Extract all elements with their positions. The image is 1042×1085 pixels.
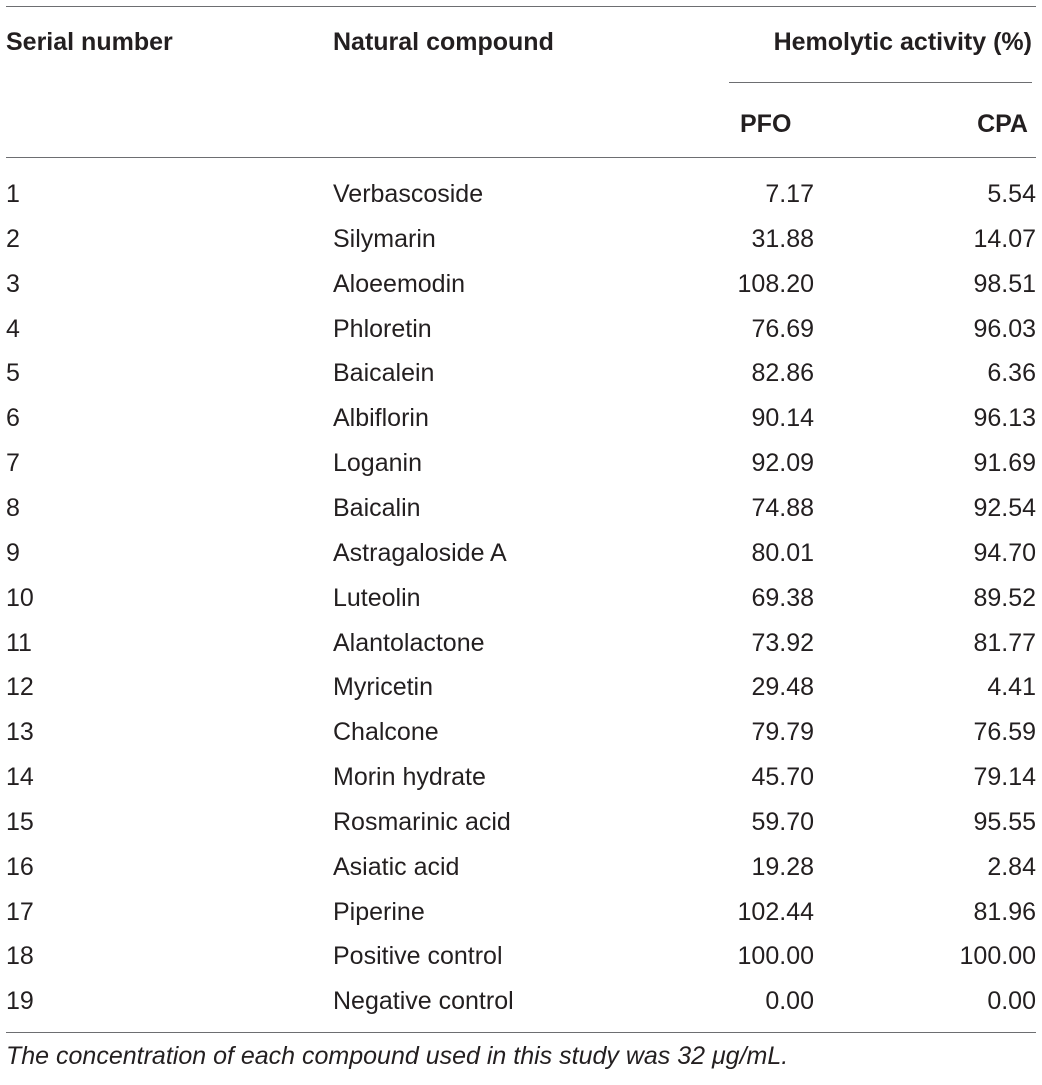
row-serial-number: 10 xyxy=(6,583,34,612)
row-cpa-value: 96.03 xyxy=(973,314,1036,343)
row-serial-number: 11 xyxy=(6,628,32,657)
row-pfo-value: 19.28 xyxy=(751,852,814,881)
row-compound-name: Baicalein xyxy=(333,359,435,388)
table-footnote: The concentration of each compound used in this study was 32 μg/mL. xyxy=(6,1042,789,1070)
header-pfo: PFO xyxy=(740,110,792,138)
row-pfo-value: 90.14 xyxy=(751,404,814,433)
row-cpa-value: 14.07 xyxy=(973,224,1036,253)
header-serial-number: Serial number xyxy=(6,28,173,56)
row-compound-name: Piperine xyxy=(333,897,425,926)
row-serial-number: 8 xyxy=(6,493,20,522)
row-serial-number: 15 xyxy=(6,807,34,836)
row-compound-name: Albiflorin xyxy=(333,404,429,433)
row-compound-name: Loganin xyxy=(333,449,422,478)
row-compound-name: Astragaloside A xyxy=(333,538,507,567)
row-serial-number: 9 xyxy=(6,538,20,567)
row-cpa-value: 4.41 xyxy=(987,673,1036,702)
row-pfo-value: 76.69 xyxy=(751,314,814,343)
row-serial-number: 18 xyxy=(6,942,34,971)
row-serial-number: 3 xyxy=(6,269,20,298)
row-cpa-value: 81.96 xyxy=(973,897,1036,926)
row-compound-name: Verbascoside xyxy=(333,180,484,208)
row-cpa-value: 100.00 xyxy=(959,942,1036,971)
header-hemolytic-activity: Hemolytic activity (%) xyxy=(773,28,1032,56)
row-cpa-value: 96.13 xyxy=(973,404,1036,433)
row-serial-number: 7 xyxy=(6,449,20,478)
row-cpa-value: 81.77 xyxy=(973,628,1036,657)
row-cpa-value: 98.51 xyxy=(973,269,1036,298)
row-cpa-value: 92.54 xyxy=(973,493,1036,522)
row-cpa-value: 94.70 xyxy=(973,538,1036,567)
row-pfo-value: 7.17 xyxy=(765,180,814,208)
row-serial-number: 14 xyxy=(6,763,34,792)
row-serial-number: 5 xyxy=(6,359,20,388)
row-cpa-value: 79.14 xyxy=(973,763,1036,792)
row-serial-number: 13 xyxy=(6,718,34,747)
table-top-rule xyxy=(6,6,1036,7)
row-serial-number: 2 xyxy=(6,224,20,253)
row-pfo-value: 100.00 xyxy=(737,942,814,971)
row-pfo-value: 74.88 xyxy=(751,493,814,522)
row-compound-name: Silymarin xyxy=(333,224,436,253)
row-cpa-value: 0.00 xyxy=(987,987,1036,1016)
row-pfo-value: 29.48 xyxy=(751,673,814,702)
row-pfo-value: 82.86 xyxy=(751,359,814,388)
row-serial-number: 17 xyxy=(6,897,34,926)
row-serial-number: 16 xyxy=(6,852,34,881)
header-group-rule xyxy=(729,82,1032,83)
row-pfo-value: 80.01 xyxy=(751,538,814,567)
row-serial-number: 1 xyxy=(6,180,20,208)
row-cpa-value: 89.52 xyxy=(973,583,1036,612)
row-pfo-value: 108.20 xyxy=(737,269,814,298)
row-compound-name: Myricetin xyxy=(333,673,434,702)
row-cpa-value: 95.55 xyxy=(973,807,1036,836)
row-pfo-value: 59.70 xyxy=(751,807,814,836)
row-pfo-value: 102.44 xyxy=(737,897,814,926)
row-compound-name: Luteolin xyxy=(333,583,421,612)
row-cpa-value: 6.36 xyxy=(987,359,1036,388)
header-natural-compound: Natural compound xyxy=(333,28,554,56)
row-cpa-value: 5.54 xyxy=(987,180,1036,208)
row-compound-name: Chalcone xyxy=(333,718,439,747)
row-pfo-value: 69.38 xyxy=(751,583,814,612)
row-compound-name: Baicalin xyxy=(333,493,421,522)
header-cpa: CPA xyxy=(977,110,1028,138)
row-compound-name: Aloeemodin xyxy=(333,269,466,298)
row-compound-name: Morin hydrate xyxy=(333,763,486,792)
row-compound-name: Rosmarinic acid xyxy=(333,807,511,836)
row-pfo-value: 92.09 xyxy=(751,449,814,478)
row-pfo-value: 45.70 xyxy=(751,763,814,792)
row-pfo-value: 79.79 xyxy=(751,718,814,747)
row-serial-number: 4 xyxy=(6,314,20,343)
row-cpa-value: 76.59 xyxy=(973,718,1036,747)
row-serial-number: 6 xyxy=(6,404,20,433)
table-bottom-rule xyxy=(6,1032,1036,1033)
row-compound-name: Alantolactone xyxy=(333,628,485,657)
row-compound-name: Positive control xyxy=(333,942,503,971)
row-serial-number: 12 xyxy=(6,673,34,702)
row-cpa-value: 2.84 xyxy=(987,852,1036,881)
row-pfo-value: 73.92 xyxy=(751,628,814,657)
row-serial-number: 19 xyxy=(6,987,34,1016)
row-pfo-value: 0.00 xyxy=(765,987,814,1016)
row-cpa-value: 91.69 xyxy=(973,449,1036,478)
row-compound-name: Phloretin xyxy=(333,314,432,343)
row-pfo-value: 31.88 xyxy=(751,224,814,253)
row-compound-name: Negative control xyxy=(333,987,514,1016)
header-bottom-rule xyxy=(6,157,1036,158)
row-compound-name: Asiatic acid xyxy=(333,852,460,881)
